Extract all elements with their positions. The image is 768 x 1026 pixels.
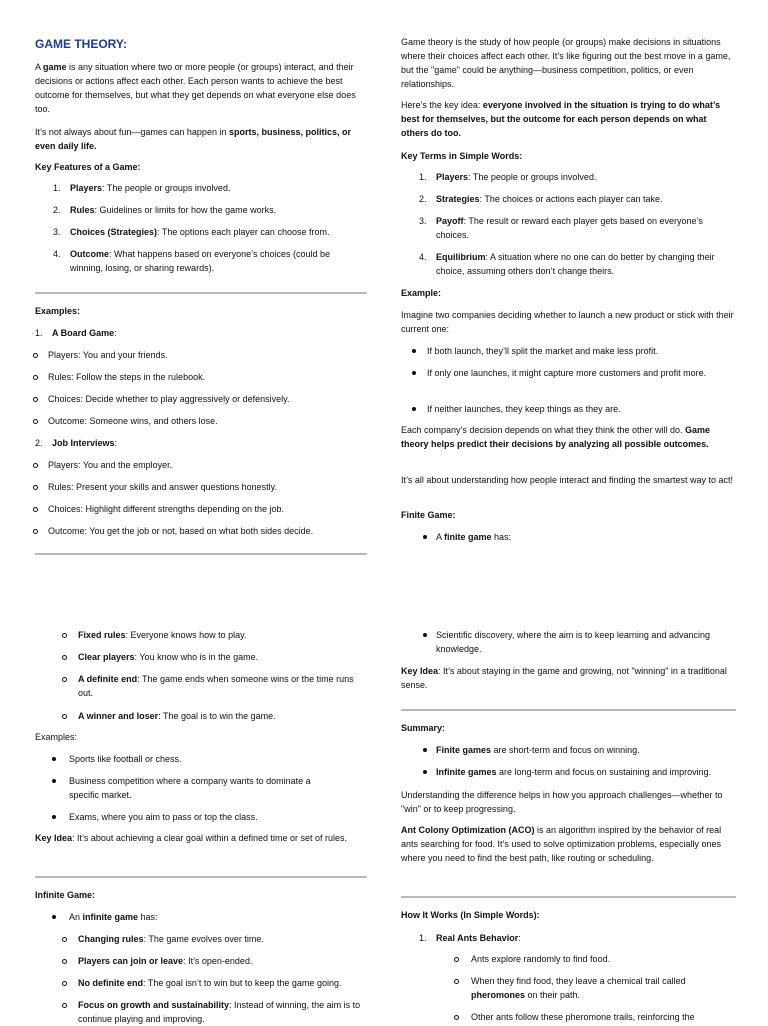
summary-list: Finite games are short-term and focus on winning. Infinite games are long-term and focus on sustaining and improving. — [401, 743, 736, 783]
examples-heading: Examples: — [35, 306, 81, 316]
finite-key-idea: Key Idea: It’s about achieving a clear goal within a defined time or set of rules. — [35, 833, 348, 843]
infinite-game-heading: Infinite Game: — [35, 890, 96, 900]
summary-heading: Summary: — [401, 723, 446, 733]
key-terms-heading: Key Terms in Simple Words: — [401, 151, 523, 161]
aco-paragraph: Ant Colony Optimization (ACO) is an algorithm inspired by the behavior of real ants searching for food. It’s used to solve optimization problems, especially ones where you need to find the best path, like routing or scheduling. — [401, 825, 722, 863]
intro-paragraph: A game is any situation where two or more people (or groups) interact, and their decisions or actions affect each other. Each person wants to achieve the best outcome for themselves, but what they get depends on what everyone else does too. — [35, 62, 356, 114]
example2-list: Players: You and the employer. Rules: Present your skills and answer questions honestly. Choices: Highlight different strengths depending on the job. Outcome: You get the job or not, based on what both sides decide. — [33, 458, 367, 546]
decision-paragraph: Each company’s decision depends on what they think the other will do. Game theory helps predict their decisions by analyzing all possible outcomes. — [401, 425, 711, 449]
example1-heading: 1. A Board Game: — [35, 328, 117, 338]
infinite-game-features: Changing rules: The game evolves over time. Players can join or leave: It’s open-ended. No definite end: The goal isn’t to win but to keep the game going. Focus on growth and sustainability: Instead of winning, the aim is to continue playing and improving. — [35, 932, 367, 1024]
divider — [35, 876, 367, 878]
finite-game-features: Fixed rules: Everyone knows how to play. Clear players: You know who is in the game. A definite end: The game ends when someone wins or the time runs out. A winner and loser: The goal is to win the game. — [35, 628, 367, 728]
page-title: GAME THEORY: — [35, 37, 127, 51]
fun-paragraph: It’s not always about fun—games can happen in sports, business, politics, or even daily life. — [35, 127, 351, 151]
finite-game-heading: Finite Game: — [401, 510, 456, 520]
examples-label: Examples: — [35, 732, 78, 742]
example1-list: Players: You and your friends. Rules: Follow the steps in the rulebook. Choices: Decide whether to play aggressively or defensively. Outcome: Someone wins, and others lose. — [33, 348, 367, 436]
divider — [401, 709, 736, 711]
example-intro: Imagine two companies deciding whether to launch a new product or stick with their current one: — [401, 310, 734, 334]
infinite-example-bullet: Scientific discovery, where the aim is to keep learning and advancing knowledge. — [401, 628, 736, 664]
example2-heading: 2. Job Interviews: — [35, 438, 118, 448]
difference-paragraph: Understanding the difference helps in how you approach challenges—whether to "win" or to keep progressing. — [401, 790, 723, 814]
infinite-key-idea: Key Idea: It’s about staying in the game and growing, not "winning" in a traditional sense. — [401, 666, 727, 690]
example-heading: Example: — [401, 288, 442, 298]
game-theory-intro: Game theory is the study of how people (or groups) make decisions in situations where their choices affect each other. It’s like figuring out the best move in a game, but the "game" could be anything—business competition, politics, or even relationships. — [401, 37, 731, 89]
key-features-list: 1. Players: The people or groups involved. 2. Rules: Guidelines or limits for how the game works. 3. Choices (Strategies): The options each player can choose from. 4. Outcome: What happens based on everyone’s choices (could be winning, losing, or sharing rewards). — [53, 183, 330, 273]
step1-list: Ants explore randomly to find food. When they find food, they leave a chemical trail called pheromones on their path. Other ants follow these pheromone trails, reinforcing the — [401, 952, 736, 1024]
key-features-heading: Key Features of a Game: — [35, 162, 141, 172]
example-bullets: If both launch, they’ll split the market and make less profit. If only one launches, it might capture more customers and profit more. If neither launches, they keep things as they are. — [401, 344, 736, 416]
divider — [35, 292, 367, 294]
finite-examples: Sports like football or chess. Business competition where a company wants to dominate a specific market. Exams, where you aim to pass or top the class. — [35, 752, 367, 824]
divider — [35, 553, 367, 555]
how-it-works-heading: How It Works (In Simple Words): — [401, 910, 540, 920]
divider — [401, 896, 736, 898]
key-terms-list: 1. Players: The people or groups involved. 2. Strategies: The choices or actions each player can take. 3. Payoff: The result or reward each player gets based on everyone’s choices. 4. Equilibrium: A situation where no one can do better by changing their choice, assuming others don’t change theirs. — [419, 172, 715, 276]
understanding-paragraph: It’s all about understanding how people interact and finding the smartest way to act! — [401, 475, 734, 485]
key-idea-paragraph: Here’s the key idea: everyone involved in the situation is trying to do what’s best for themselves, but the outcome for each person depends on what others do too. — [401, 100, 721, 138]
